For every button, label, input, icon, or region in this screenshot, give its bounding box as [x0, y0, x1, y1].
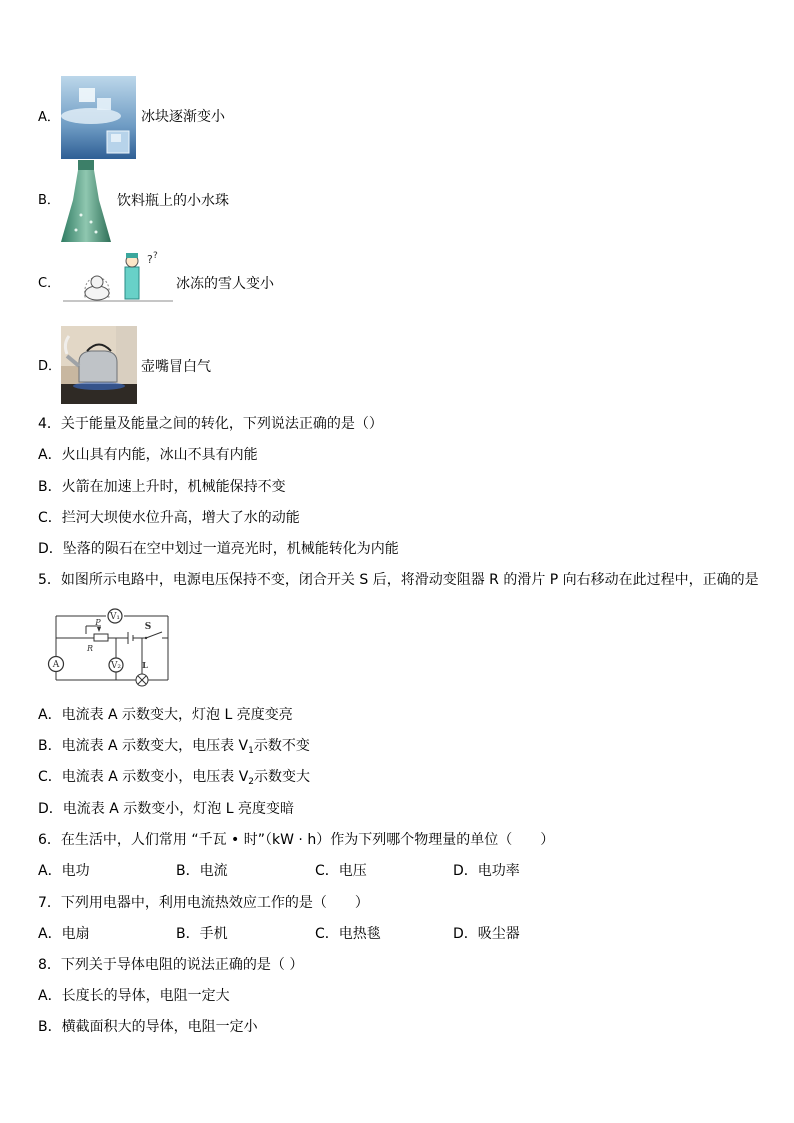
q5-stem: 5．如图所示电路中，电源电压保持不变，闭合开关 S 后，将滑动变阻器 R 的滑片 P 向右移动在此过程中，正确的是: [38, 572, 759, 588]
lamp-label: L: [142, 660, 148, 670]
q8-option-a: A．长度长的导体，电阻一定大: [38, 988, 230, 1004]
slider-label: P: [95, 618, 101, 627]
q3-option-b-letter: B．: [38, 193, 60, 208]
q6-option-b: B．电流: [176, 863, 228, 879]
ammeter-label: A: [52, 660, 60, 670]
q4-option-c: C．拦河大坝使水位升高，增大了水的动能: [38, 510, 300, 526]
rheostat-label: R: [86, 644, 94, 653]
q6-option-c: C．电压: [315, 863, 367, 879]
q7-stem: 7．下列用电器中，利用电流热效应工作的是（ ）: [38, 895, 369, 911]
q4-option-a: A．火山具有内能，冰山不具有内能: [38, 447, 258, 463]
q3-option-b-caption: 饮料瓶上的小水珠: [117, 193, 229, 209]
q5-option-c: C．电流表 A 示数变小，电压表 $V_2$示数变大: [38, 769, 311, 787]
q5-option-a: A．电流表 A 示数变大，灯泡 L 亮度变亮: [38, 707, 293, 723]
q8-stem: 8．下列关于导体电阻的说法正确的是（ ）: [38, 957, 304, 973]
q6-stem: 6．在生活中，人们常用 “千瓦 • 时”（kW · h）作为下列哪个物理量的单位（ ）: [38, 832, 555, 848]
q4-stem: 4．关于能量及能量之间的转化，下列说法正确的是（）: [38, 416, 383, 432]
q6-option-a: A．电功: [38, 863, 90, 879]
ice-cubes-image: [61, 76, 136, 159]
q4-option-b: B．火箭在加速上升时，机械能保持不变: [38, 479, 286, 495]
q4-option-d: D．坠落的陨石在空中划过一道亮光时，机械能转化为内能: [38, 541, 399, 557]
q7-option-a: A．电扇: [38, 926, 90, 942]
q7-option-b: B．手机: [176, 926, 228, 942]
snowman-image: [63, 249, 173, 309]
q7-option-c: C．电热毯: [315, 926, 381, 942]
q3-option-d-caption: 壶嘴冒白气: [141, 359, 211, 375]
q3-option-a-letter: A．: [38, 110, 60, 125]
q8-option-b: B．横截面积大的导体，电阻一定小: [38, 1019, 258, 1035]
kettle-steam-image: [61, 326, 137, 404]
svg-text:?: ?: [153, 251, 158, 261]
svg-text:?: ?: [147, 253, 153, 266]
q3-option-c-letter: C．: [38, 276, 61, 291]
bottle-droplets-image: [61, 160, 114, 242]
q5-option-b: B．电流表 A 示数变大，电压表 $V_1$示数不变: [38, 738, 310, 756]
v1-meter-label: V₁: [109, 612, 121, 622]
q3-option-a-caption: 冰块逐渐变小: [141, 109, 225, 125]
q3-option-d-letter: D．: [38, 359, 62, 374]
q5-circuit-diagram: [42, 604, 174, 688]
q6-option-d: D．电功率: [453, 863, 520, 879]
q7-option-d: D．吸尘器: [453, 926, 520, 942]
q3-option-c-caption: 冰冻的雪人变小: [176, 276, 274, 292]
switch-label: S: [144, 622, 152, 632]
q5-option-d: D．电流表 A 示数变小，灯泡 L 亮度变暗: [38, 801, 294, 817]
v2-meter-label: V₂: [110, 661, 122, 671]
